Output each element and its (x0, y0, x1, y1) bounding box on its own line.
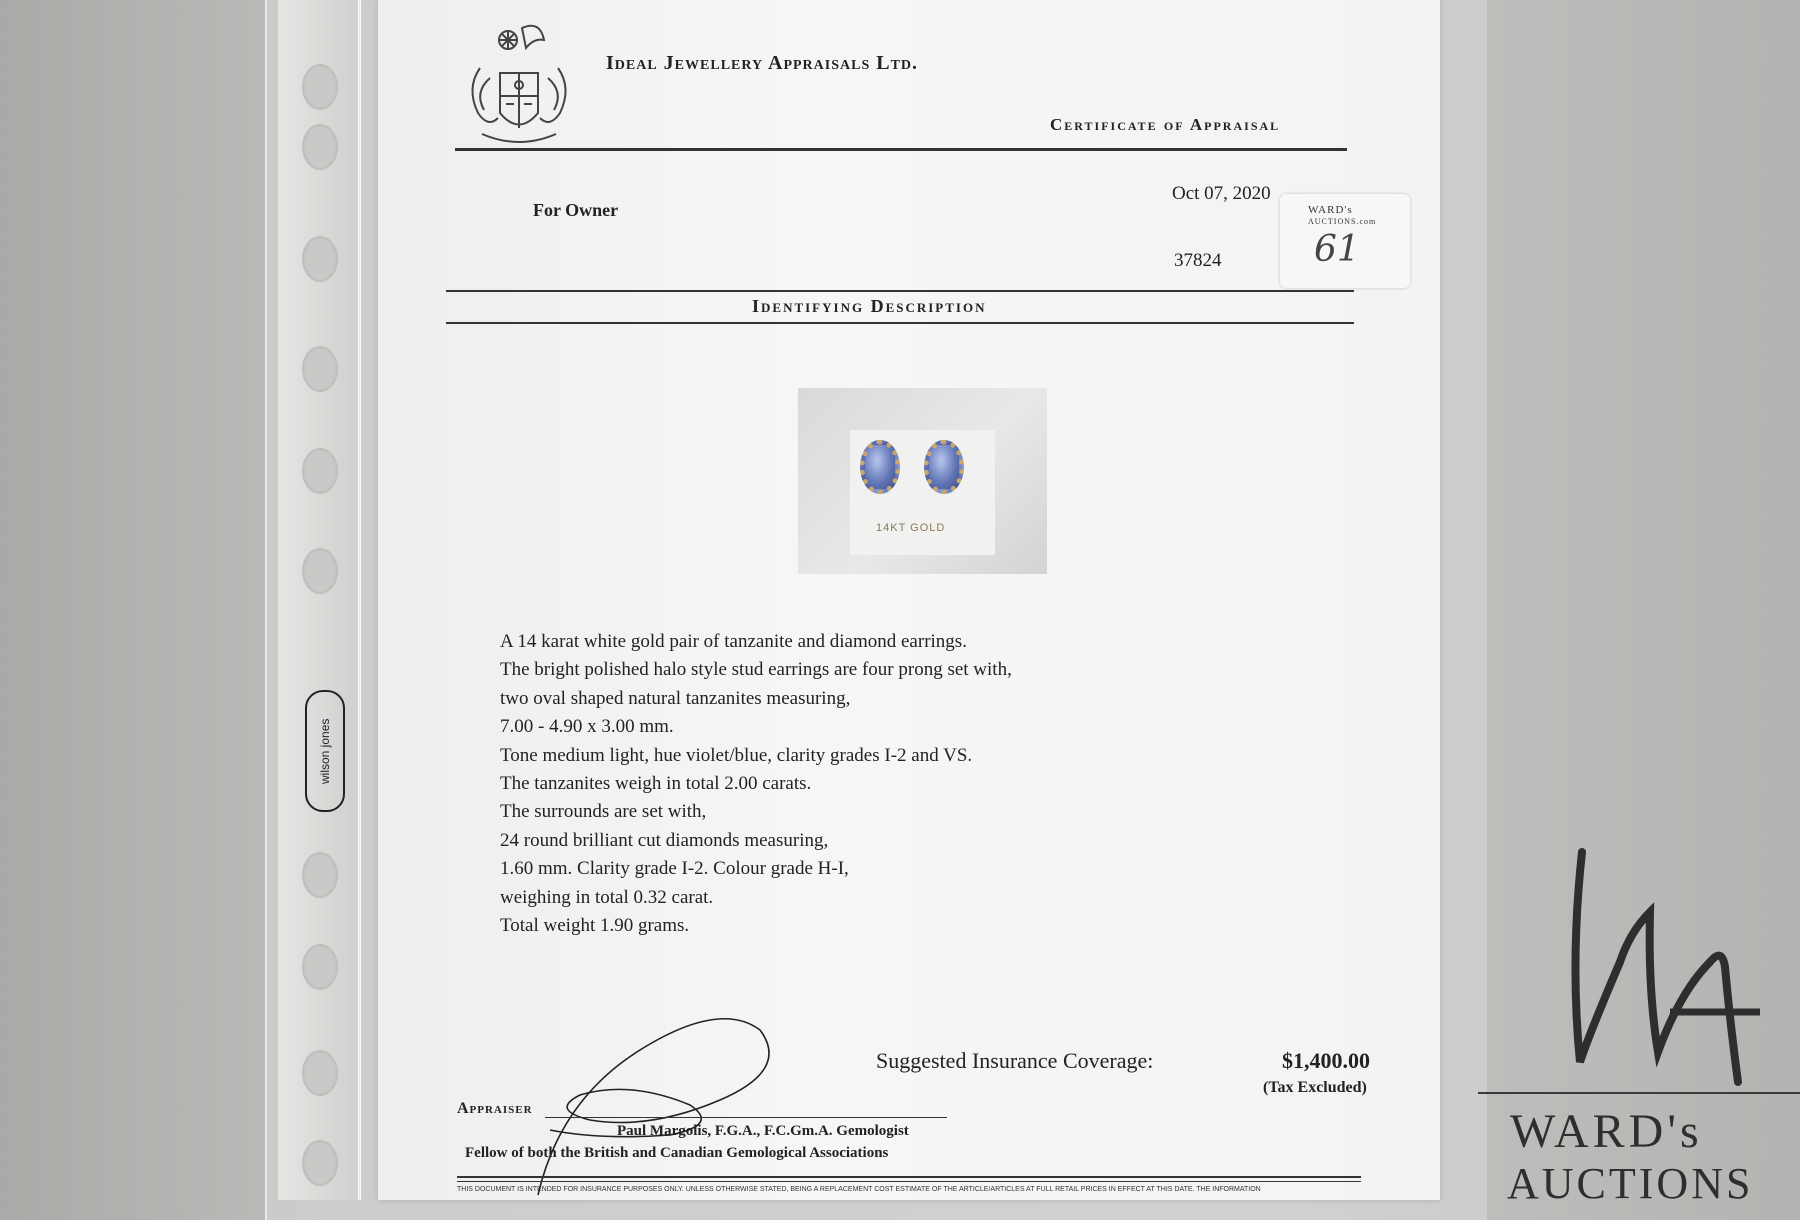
section-title: Identifying Description (752, 296, 987, 316)
punch-hole (302, 852, 338, 898)
certificate-title: Certificate of Appraisal (1050, 115, 1281, 134)
photo-card-label: 14KT GOLD (876, 522, 946, 534)
punch-hole (302, 448, 338, 494)
appraisal-date: Oct 07, 2020 (1172, 183, 1271, 204)
appraiser-name: Paul Margolis, F.G.A., F.C.Gm.A. Gemologist (617, 1123, 909, 1139)
punch-hole (302, 64, 338, 110)
section-rule-bottom (446, 322, 1354, 324)
description-line: A 14 karat white gold pair of tanzanite and diamond earrings. (500, 631, 967, 652)
punch-hole (302, 1140, 338, 1186)
watermark-rule (1478, 1092, 1800, 1094)
description-line: 7.00 - 4.90 x 3.00 mm. (500, 716, 674, 738)
punch-hole (302, 346, 338, 392)
earring-display-card (850, 430, 995, 555)
footer-rule-thin (457, 1181, 1361, 1182)
appraiser-label: Appraiser (457, 1100, 533, 1117)
description-line: The surrounds are set with, (500, 801, 707, 823)
signature-line (545, 1117, 947, 1118)
sleeve-binding-strip (278, 0, 361, 1200)
description-line: The tanzanites weigh in total 2.00 carats. (500, 773, 812, 795)
header-rule (455, 148, 1347, 151)
punch-hole (302, 548, 338, 594)
coat-of-arms-icon (460, 18, 578, 148)
lot-sticker-brand-sub: AUCTIONS.com (1308, 217, 1377, 226)
section-rule-top (446, 290, 1354, 292)
description-line: 1.60 mm. Clarity grade I-2. Colour grade H-I, (500, 858, 849, 880)
fine-print: THIS DOCUMENT IS INTENDED FOR INSURANCE PURPOSES ONLY. UNLESS OTHERWISE STATED, BEING A REPLACEMENT COST ESTIMATE OF THE ARTICLE/ARTICLES AT FULL RETAIL PRICES IN EFFECT AT THIS DATE. THE INFORMATION (457, 1186, 1261, 1193)
description-line: Tone medium light, hue violet/blue, clarity grades I-2 and VS. (500, 744, 973, 766)
appraiser-signature (520, 1010, 780, 1200)
punch-hole (302, 944, 338, 990)
owner-label: For Owner (533, 200, 619, 220)
tax-note: (Tax Excluded) (1263, 1079, 1367, 1096)
description-line: weighing in total 0.32 carat. (500, 886, 714, 908)
lot-sticker-brand: WARD's (1308, 204, 1353, 216)
punch-hole (302, 236, 338, 282)
wards-logo-icon (1560, 842, 1760, 1092)
watermark-sub: AUCTIONS (1507, 1159, 1754, 1208)
appraiser-credentials: Fellow of both the British and Canadian Gemological Associations (465, 1145, 889, 1161)
lot-sticker (1280, 194, 1410, 288)
tanzanite-earring-left (860, 440, 900, 494)
company-name: Ideal Jewellery Appraisals Ltd. (606, 52, 919, 74)
tanzanite-earring-right (924, 440, 964, 494)
punch-hole (302, 124, 338, 170)
coverage-value: $1,400.00 (1282, 1048, 1370, 1073)
lot-number: 61 (1314, 229, 1360, 270)
earrings-photo (798, 388, 1047, 574)
certificate-number: 37824 (1174, 250, 1222, 271)
punch-hole (302, 1050, 338, 1096)
coverage-label: Suggested Insurance Coverage: (876, 1048, 1154, 1073)
watermark-name: WARD's (1510, 1105, 1703, 1158)
description-line: two oval shaped natural tanzanites measuring, (500, 687, 851, 709)
description-line: 24 round brilliant cut diamonds measuring, (500, 829, 829, 851)
item-description (500, 628, 1012, 940)
description-line: Total weight 1.90 grams. (500, 915, 690, 937)
sleeve-brand-label: wilson jones (305, 690, 345, 812)
description-line: The bright polished halo style stud earrings are four prong set with, (500, 659, 1012, 681)
footer-rule (457, 1176, 1361, 1178)
